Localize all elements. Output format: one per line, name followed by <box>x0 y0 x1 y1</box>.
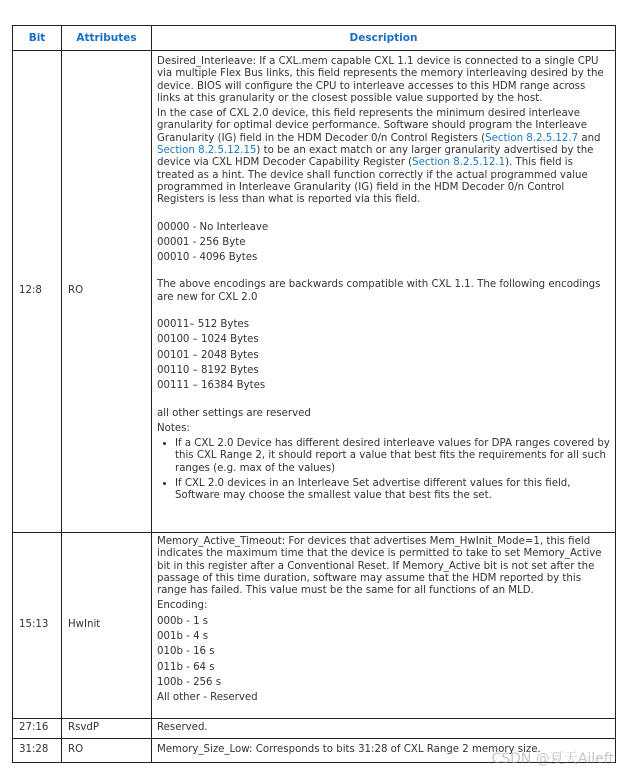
encoding: 00011– 512 Bytes <box>157 319 250 331</box>
description-cell: Memory_Size_Low: Corresponds to bits 31:28 of CXL Range 2 memory size. <box>152 739 616 763</box>
notes-list <box>157 438 610 502</box>
desc-paragraph: all other settings are reserved <box>157 407 311 419</box>
attr-cell: HwInit <box>62 533 152 719</box>
table-row <box>13 51 616 533</box>
encoding: 00101 – 2048 Bytes <box>157 349 259 361</box>
description-cell: Reserved. <box>152 719 616 739</box>
table-row <box>13 533 616 719</box>
table-row <box>13 719 616 739</box>
text: ). This field is treated as a hint. The device shall function correctly if the actual programmed value programmed in Interleave Granularity (IG) field in the HDM Decoder 0/n Control Registers is less than what is reported via this field. <box>157 157 588 206</box>
description-cell <box>152 533 616 719</box>
desc-paragraph: Desired_Interleave: If a CXL.mem capable CXL 1.1 device is connected to a single CPU via multiple Flex Bus links, this field represents the memory interleaving desired by the device. BIOS will configure the CPU to interleave accesses to this HDM range across links at this granularity or the closest possible value supported by the host. <box>157 56 604 104</box>
attr-cell: RO <box>62 739 152 763</box>
encoding: 100b - 256 s <box>157 676 222 688</box>
desc-paragraph <box>157 108 610 206</box>
encoding: 00111 – 16384 Bytes <box>157 380 266 392</box>
bit-cell: 15:13 <box>13 533 62 719</box>
notes-label: Notes: <box>157 422 190 434</box>
attr-cell: RO <box>62 51 152 533</box>
text: and <box>578 132 601 144</box>
header-row <box>13 26 616 51</box>
desc-paragraph: Memory_Active_Timeout: For devices that advertises Mem_HwInit_Mode=1, this field indicates the maximum time that the device is permitted to take to set Memory_Active bit in this register after a Conventional Reset. If Memory_Active bit is not set after the passage of this time duration, software may assume that the HDM reported by this range has failed. This value must be the same for all functions of an MLD. <box>157 536 602 597</box>
bit-cell: 27:16 <box>13 719 62 739</box>
attr-cell: RsvdP <box>62 719 152 739</box>
encoding: 00010 - 4096 Bytes <box>157 252 258 264</box>
section-link[interactable]: Section 8.2.5.12.15 <box>157 145 257 157</box>
encoding: 00000 - No Interleave <box>157 221 269 233</box>
header-bit: Bit <box>13 26 62 51</box>
encoding: 00110 – 8192 Bytes <box>157 364 259 376</box>
header-attributes: Attributes <box>62 26 152 51</box>
section-link[interactable]: Section 8.2.5.12.7 <box>485 132 579 144</box>
text: In the case of CXL 2.0 device, this field represents the minimum desired interleave granularity for optimal device performance. Software should program the Interleave Granularity (IG) field in the HDM Decoder 0/n Control Registers ( <box>157 108 587 144</box>
note-item: • If a CXL 2.0 Device has different desired interleave values for DPA ranges covered by this CXL Range 2, it should report a value that best fits the requirements for all such ranges (e.g. max of the values) <box>175 438 610 475</box>
encoding-label: Encoding: <box>157 600 208 612</box>
desc-paragraph: The above encodings are backwards compatible with CXL 1.1. The following encodings are new for CXL 2.0 <box>157 279 601 303</box>
bit-cell: 12:8 <box>13 51 62 533</box>
encoding: 010b - 16 s <box>157 646 215 658</box>
encoding: 001b - 4 s <box>157 631 209 643</box>
register-table <box>12 25 616 763</box>
watermark: CSDN @夏天Aileft <box>491 751 614 767</box>
note-item: • If CXL 2.0 devices in an Interleave Set advertise different values for this field, Software may choose the smallest value that best fits the set. <box>175 478 610 503</box>
section-link[interactable]: Section 8.2.5.12.1 <box>412 157 506 169</box>
bit-cell: 31:28 <box>13 739 62 763</box>
encoding: 00001 - 256 Byte <box>157 236 246 248</box>
encoding: 000b - 1 s <box>157 615 209 627</box>
text: ) to be an exact match or any larger granularity advertised by the device via CXL HDM Decoder Capability Register ( <box>157 145 594 169</box>
encoding: All other - Reserved <box>157 692 258 704</box>
description-cell <box>152 51 616 533</box>
header-description: Description <box>152 26 616 51</box>
encoding: 011b - 64 s <box>157 661 215 673</box>
encoding: 00100 – 1024 Bytes <box>157 334 259 346</box>
